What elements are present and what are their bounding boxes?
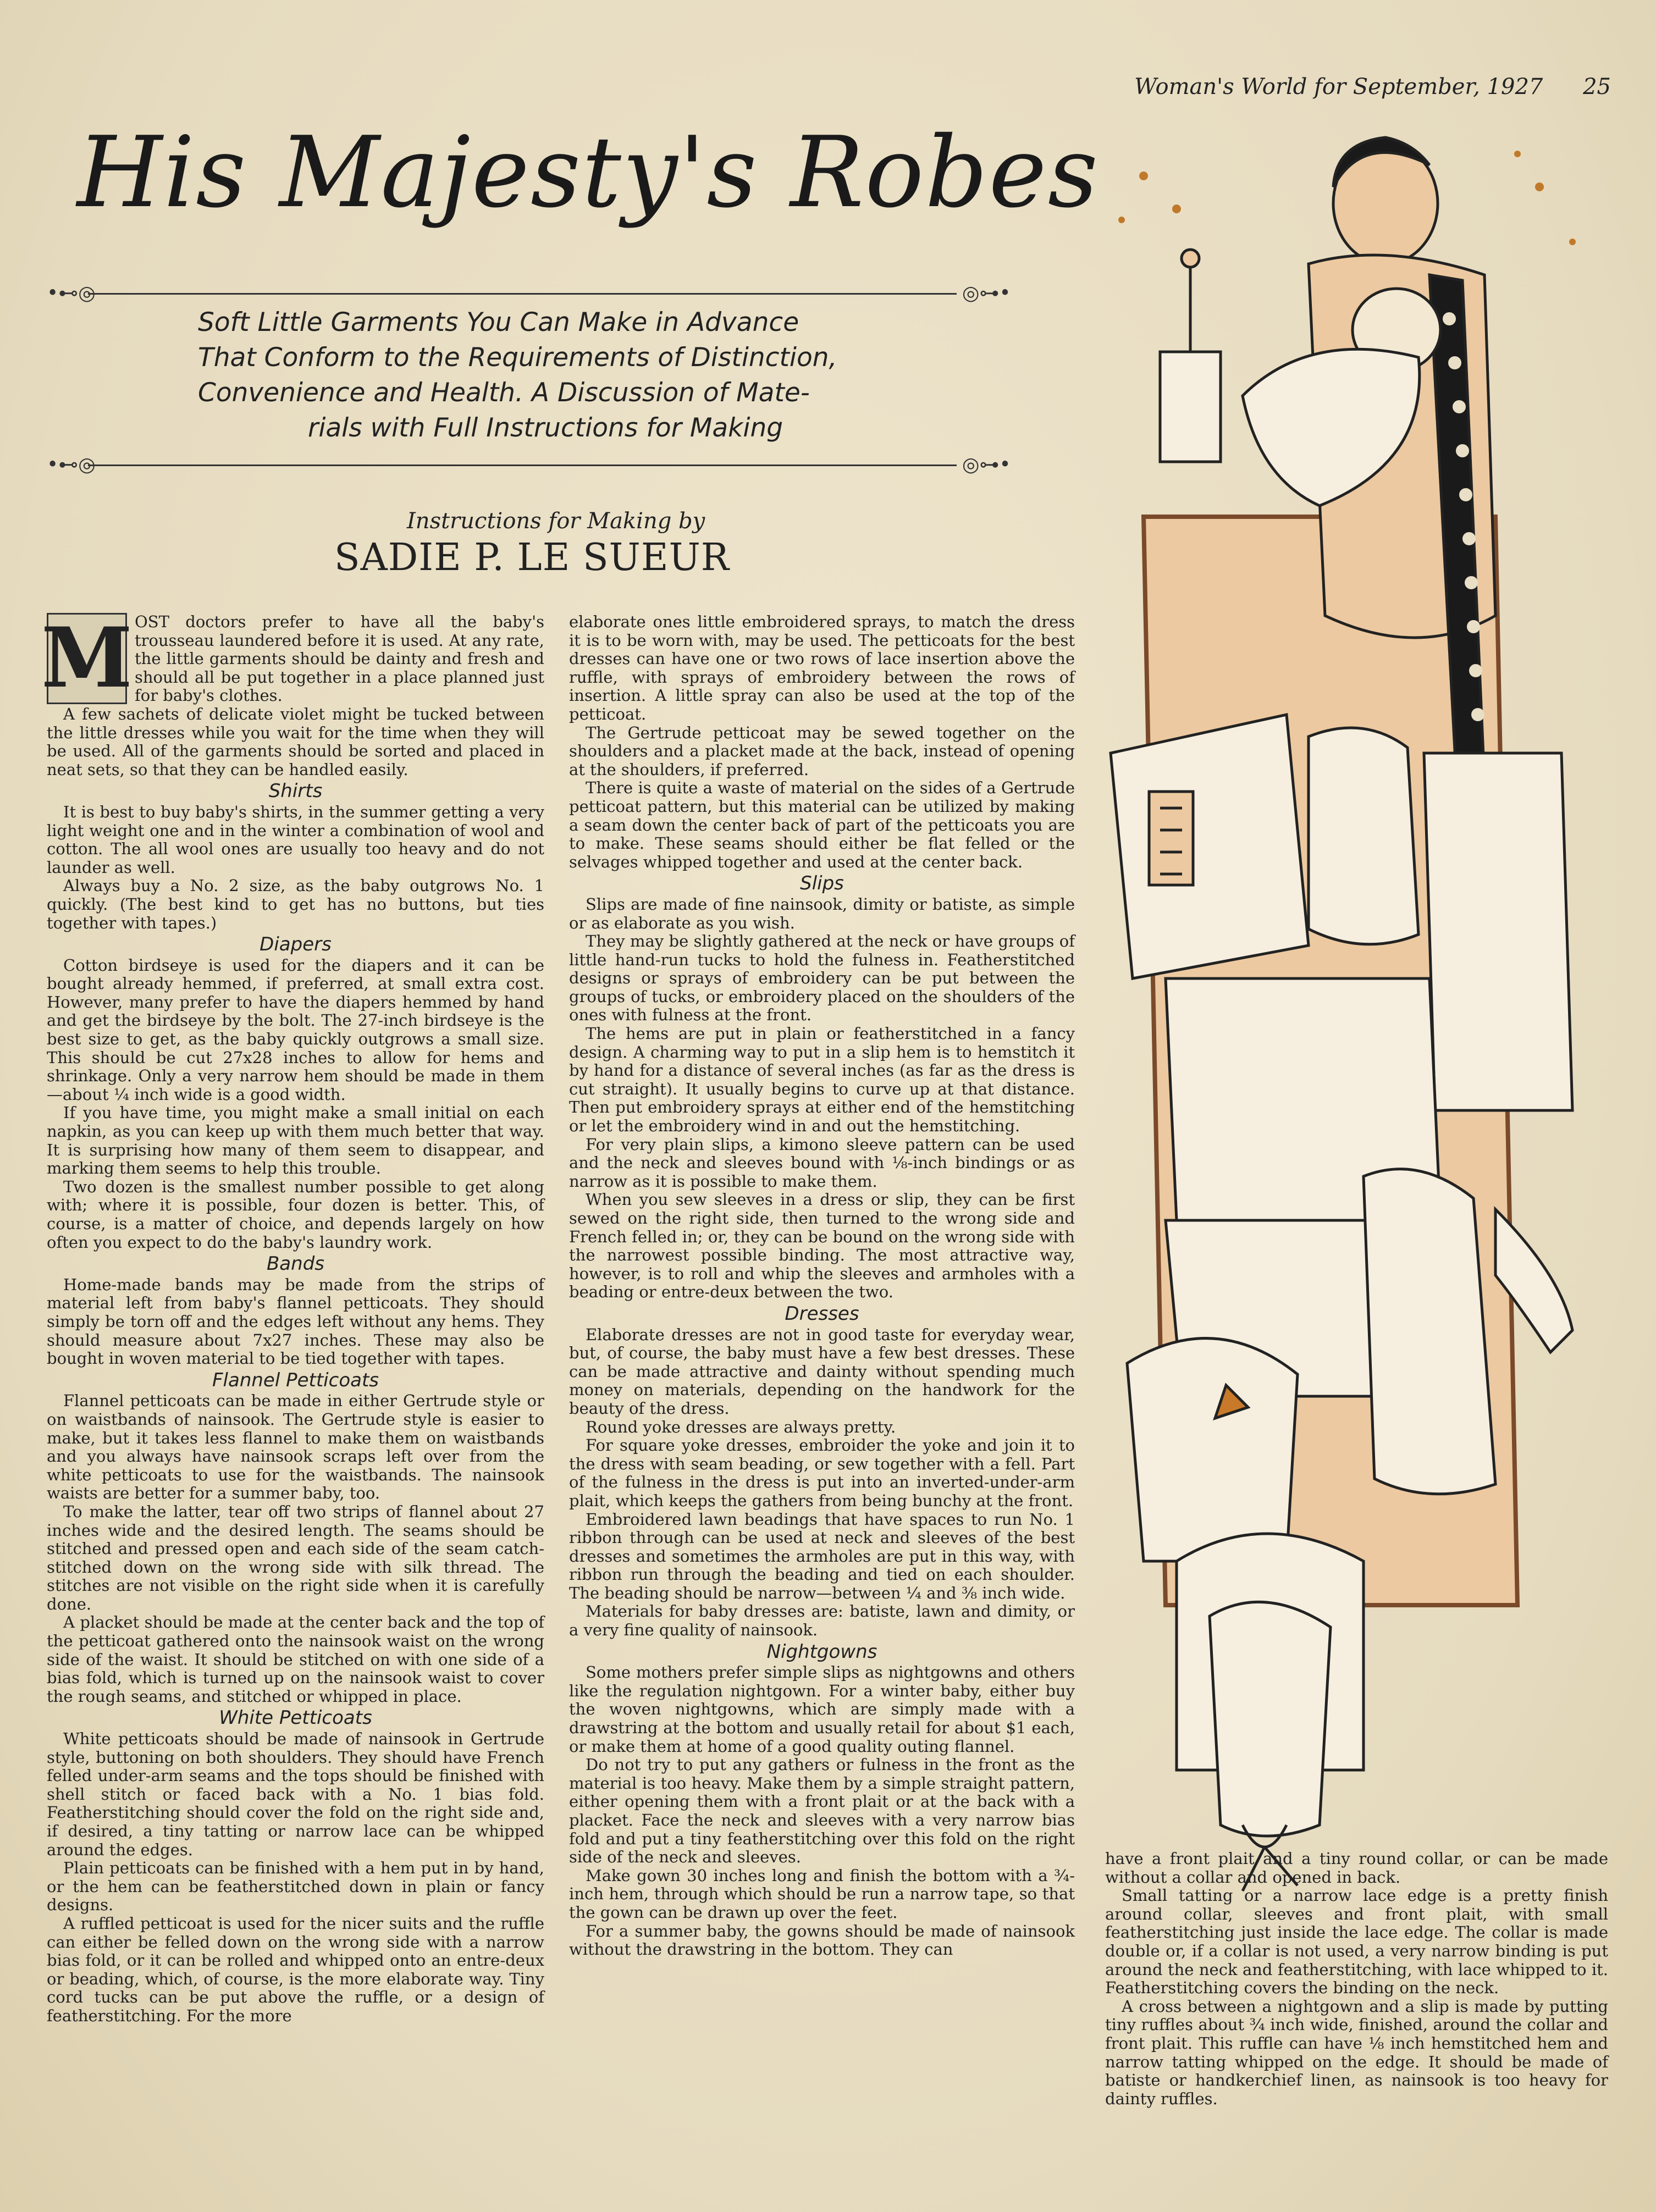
page-number: 25	[1583, 74, 1611, 99]
ornament-right-icon: ◎⊶•	[962, 454, 1011, 476]
paragraph: Flannel petticoats can be made in either Gertrude style or on waistbands of nainsook. The Gertrude style is easier to make, but it takes less flannel to make them on waistbands and you always have nainsook scraps left over from the white petticoats to use for the waistbands. The nainsook waists are better for a summer baby, too.	[47, 1391, 544, 1503]
paragraph: Materials for baby dresses are: batiste, lawn and dimity, or a very fine quality of nainsook.	[569, 1602, 1075, 1640]
paragraph: Some mothers prefer simple slips as nightgowns and others like the regulation nightgown. For a winter baby, either buy the woven nightgowns, which are simply made with a drawstring at the bottom and usually retail for about $1 each, or make them at home of a good quality outing flannel.	[569, 1663, 1075, 1756]
byline-label: Instructions for Making by	[407, 508, 705, 534]
section-heading: Nightgowns	[766, 1640, 877, 1663]
drop-cap-m: M	[41, 610, 133, 707]
article-subtitle	[198, 305, 946, 446]
subtitle-line: rials with Full Instructions for Making	[308, 413, 783, 443]
paragraph: Slips are made of fine nainsook, dimity or batiste, as simple or as elaborate as you wish.	[569, 894, 1075, 932]
top-divider	[88, 293, 957, 295]
paragraph: To make the latter, tear off two strips of flannel about 27 inches wide and the desired length. The seams should be stitched and pressed open and each side of the seam catch-stitched down on the wrong side with silk thread. The stitches are not visible on the right side when it is carefully done.	[47, 1502, 544, 1613]
paragraph: The hems are put in plain or featherstitched in a fancy design. A charming way to put in a slip hem is to hemstitch it by hand for a distance of several inches (as far as the dress is cut straight). It usually begins to curve up at that distance. Then put embroidery sprays at either end of the hemstitching or let the embroidery wind in and out the hemstitching.	[569, 1024, 1075, 1136]
paragraph: For a summer baby, the gowns should be made of nainsook without the drawstring in the bottom. They can	[569, 1921, 1075, 1959]
ornament-left-icon: •⊷◎	[47, 454, 96, 476]
column-1	[41, 610, 544, 2026]
paragraph: A ruffled petticoat is used for the nicer suits and the ruffle can either be felled down on the wrong side with a narrow bias fold, or it can be rolled and whipped onto an entre-deux or beading, which, of course, is the more elaborate way. Tiny cord tucks can be put above the ruffle, or a design of featherstitching. For the more	[47, 1914, 544, 2025]
column-2	[569, 613, 1075, 1959]
section-heading: Dresses	[785, 1302, 859, 1325]
ornament-left-icon: •⊷◎	[47, 282, 96, 305]
paragraph: For very plain slips, a kimono sleeve pattern can be used and the neck and sleeves bound with ⅛-inch bindings or as narrow as it is possible to make them.	[569, 1135, 1075, 1191]
paragraph: The Gertrude petticoat may be sewed together on the shoulders and a placket made at the back, instead of opening at the shoulders, if preferred.	[569, 723, 1075, 779]
subtitle-line: Soft Little Garments You Can Make in Advance	[198, 307, 799, 338]
paragraph: Two dozen is the smallest number possible to get along with; where it is possible, four dozen is better. This, of course, is a matter of choice, and depends largely on how often you expect to do the baby's laundry work.	[47, 1177, 544, 1252]
paragraph: They may be slightly gathered at the neck or have groups of little hand-run tucks to hold the fulness in. Featherstitched designs or sprays of embroidery can be put between the groups of tucks, or embroidery placed on the shoulders of the ones with fulness at the front.	[569, 932, 1075, 1025]
paragraph: White petticoats should be made of nainsook in Gertrude style, buttoning on both shoulders. They should have French felled under-arm seams and the tops should be finished with shell stitch or faced back with a No. 1 bias fold. Featherstitching should cover the fold on the right side and, if desired, a tiny tatting or narrow lace can be whipped around the edges.	[47, 1729, 544, 1859]
section-heading: Slips	[800, 872, 844, 895]
paragraph: elaborate ones little embroidered sprays, to match the dress it is to be worn with, may be used. The petticoats for the best dresses can have one or two rows of lace insertion above the ruffle, with sprays of embroidery between the rows of insertion. A little spray can also be used at the top of the petticoat.	[569, 612, 1075, 723]
paragraph: A cross between a nightgown and a slip is made by putting tiny ruffles about ¾ inch wide, finished, around the collar and front plait. This ruffle can have ⅛ inch hemstitched hem and narrow tatting whipped on the edge. It should be made of batiste or handkerchief linen, as nainsook is too heavy for dainty ruffles.	[1105, 1997, 1608, 2108]
publication-line: Woman's World for September, 1927	[1134, 74, 1543, 99]
paragraph: Do not try to put any gathers or fulness in the front as the material is too heavy. Make them by a simple straight pattern, either opening them with a front plait or at the back with a placket. Face the neck and sleeves with a very narrow bias fold and put a tiny featherstitching over this fold on the right side of the neck and sleeves.	[569, 1755, 1075, 1867]
paragraph: have a front plait and a tiny round collar, or can be made without a collar and opened in back.	[1105, 1849, 1608, 1887]
paragraph: When you sew sleeves in a dress or slip, they can be first sewed on the right side, then turned to the wrong side and French felled in; or, they can be bound on the wrong side with the narrowest possible binding. The most attractive way, however, is to roll and whip the sleeves and armholes with a beading or entre-deux between the two.	[569, 1190, 1075, 1302]
section-heading: Bands	[266, 1253, 324, 1275]
section-heading: White Petticoats	[219, 1707, 372, 1729]
paragraph: Make gown 30 inches long and finish the bottom with a ¾-inch hem, through which should be run a narrow tape, so that the gown can be drawn up over the feet.	[569, 1866, 1075, 1922]
paragraph: Cotton birdseye is used for the diapers and it can be bought already hemmed, if preferred, at small extra cost. However, many prefer to have the diapers hemmed by hand and get the birdseye by the bolt. The 27-inch birdseye is the best size to get, as the baby quickly outgrows a small size. This should be cut 27x28 inches to allow for hems and shrinkage. Only a very narrow hem should be made in them—about ¼ inch wide is a good width.	[47, 955, 544, 1104]
paragraph: Plain petticoats can be finished with a hem put in by hand, or the hem can be featherstitched down in plain or fancy designs.	[47, 1859, 544, 1915]
paragraph: A placket should be made at the center back and the top of the petticoat gathered onto the nainsook waist on the wrong side of the waist. It should be stitched on with one side of a bias fold, which is turned up on the nainsook waist to cover the rough seams, and stitched or whipped in place.	[47, 1613, 544, 1706]
paragraph: Home-made bands may be made from the strips of material left from baby's flannel petticoats. They should simply be torn off and the edges left without any hems. They should measure about 7x27 inches. These may also be bought in woven material to be tied together with tapes.	[47, 1275, 544, 1368]
paragraph: If you have time, you might make a small initial on each napkin, as you can keep up with them much better that way. It is surprising how many of them seem to disappear, and marking them seems to help this trouble.	[47, 1103, 544, 1178]
mother-and-baby-illustration	[1078, 121, 1611, 2001]
paragraph: It is best to buy baby's shirts, in the summer getting a very light weight one and in the winter a combination of wool and cotton. The all wool ones are usually too heavy and do not launder as well.	[47, 802, 544, 877]
paragraph: A few sachets of delicate violet might be tucked between the little dresses while you wait for the time when they will be used. All of the garments should be sorted and placed in neat sets, so that they can be handled easily.	[47, 704, 544, 779]
paragraph: Small tatting or a narrow lace edge is a pretty finish around collar, sleeves and front plait, with small featherstitching just inside the lace edge. The collar is made double or, if a collar is not used, a very narrow binding is put around the neck and featherstitching, with lace whipped to it. Featherstitching covers the binding on the neck.	[1105, 1886, 1608, 1998]
byline-author: SADIE P. LE SUEUR	[334, 536, 730, 579]
paragraph: Embroidered lawn beadings that have spaces to run No. 1 ribbon through can be used at neck and sleeves of the best dresses and sometimes the armholes are put in this way, with ribbon run through the beading and tied on each shoulder. The beading should be narrow—between ¼ and ⅜ inch wide.	[569, 1509, 1075, 1602]
paragraph: Round yoke dresses are always pretty.	[586, 1417, 896, 1436]
paragraph: Elaborate dresses are not in good taste for everyday wear, but, of course, the baby must have a few best dresses. These can be made attractive and dainty without spending much money on materials, depending on the handwork for the beauty of the dress.	[569, 1325, 1075, 1418]
section-heading: Flannel Petticoats	[212, 1369, 379, 1391]
paragraph: OST doctors prefer to have all the baby's trousseau laundered before it is used. At any rate, the little garments should be dainty and fresh and should all be put together in a place planned just for baby's clothes.	[135, 612, 544, 705]
section-heading: Diapers	[260, 933, 332, 956]
paragraph: For square yoke dresses, embroider the yoke and join it to the dress with seam beading, or sew together with a fell. Part of the fulness in the dress is put into an inverted-under-arm plait, which keeps the gathers from being bunchy at the front.	[569, 1436, 1075, 1510]
article-title: His Majesty's Robes	[77, 115, 1100, 229]
subtitle-line: Convenience and Health. A Discussion of Mate-	[198, 378, 810, 408]
page-header	[1116, 74, 1611, 99]
section-heading: Shirts	[268, 780, 323, 803]
paragraph: Always buy a No. 2 size, as the baby outgrows No. 1 quickly. (The best kind to get has no buttons, but ties together with tapes.)	[47, 876, 544, 932]
paragraph: There is quite a waste of material on the sides of a Gertrude petticoat pattern, but this material can be utilized by making a seam down the center back of part of the petticoats you are to make. These seams should either be flat felled or the selvages whipped together and used at the center back.	[569, 778, 1075, 871]
subtitle-line: That Conform to the Requirements of Distinction,	[198, 342, 837, 373]
ornament-right-icon: ◎⊶•	[962, 282, 1011, 305]
bottom-divider	[88, 464, 957, 466]
